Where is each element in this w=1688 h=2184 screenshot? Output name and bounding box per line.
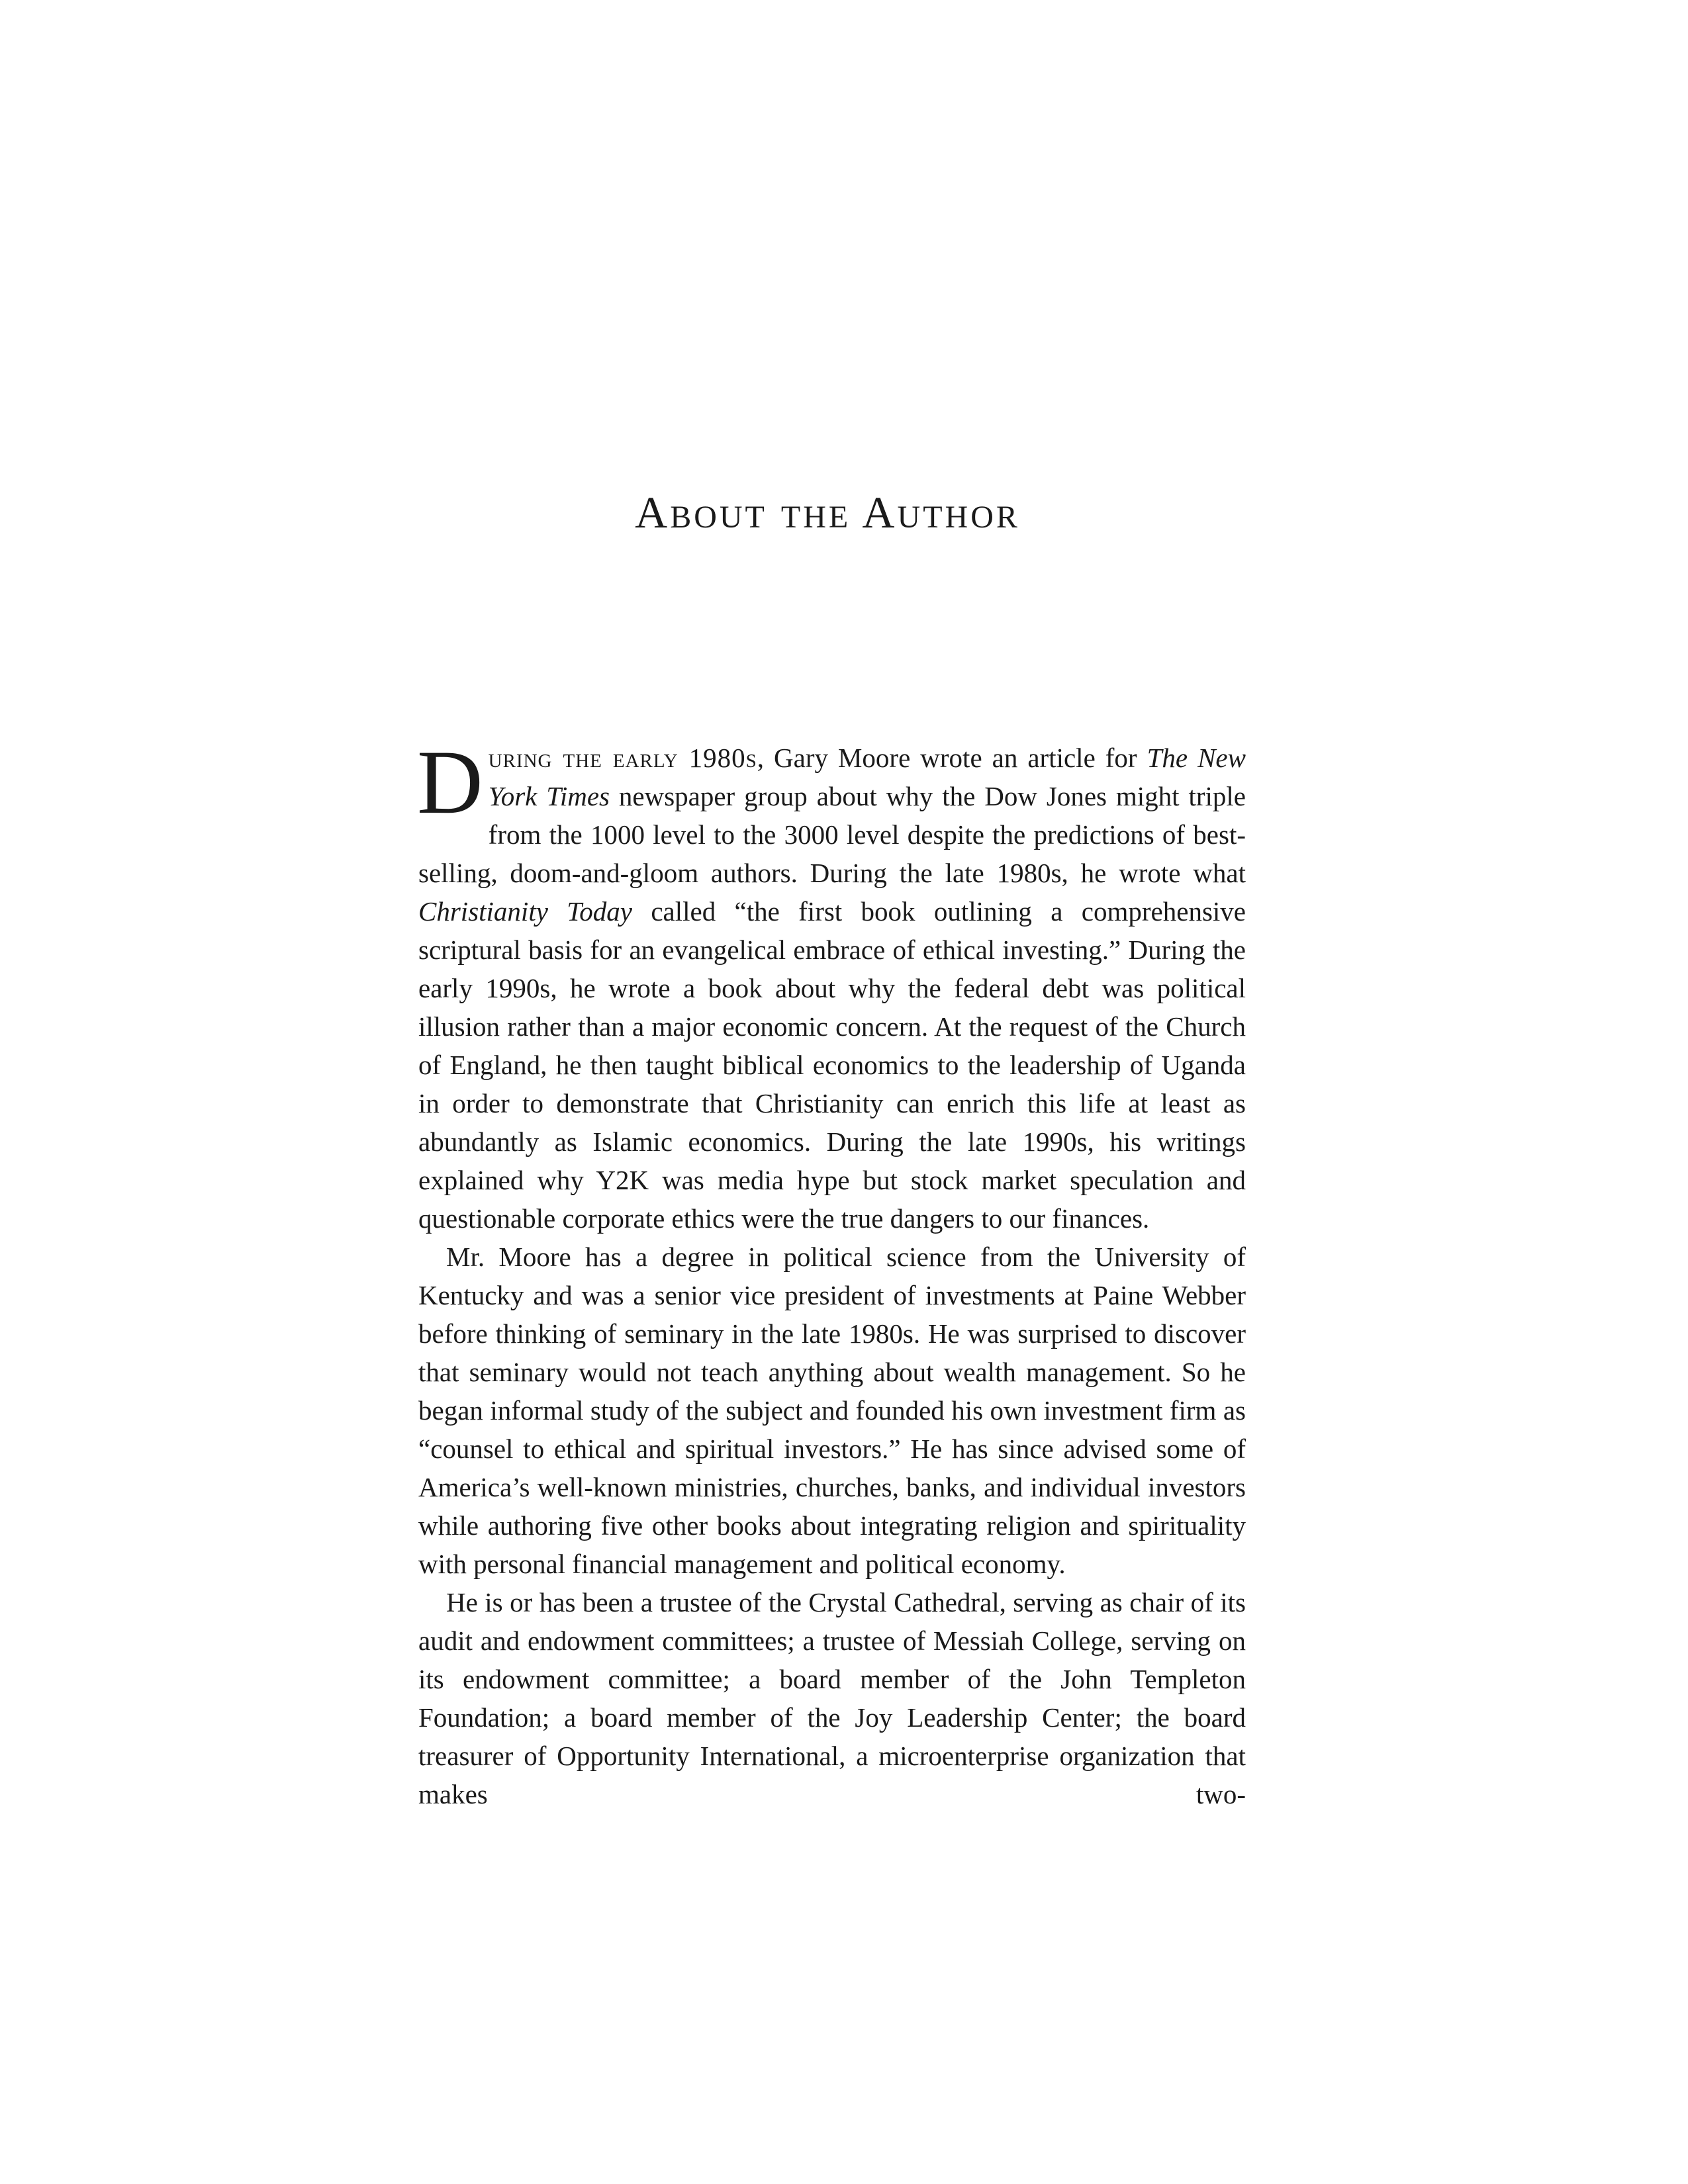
- paragraph-1-text-b: newspaper group about why the Dow Jones might triple from the 1000 level to the 3000 level despite the predictions of best-selling, doom-and-gloom authors. During the late 1980s, he wrote what: [418, 781, 1246, 888]
- paragraph-2: Mr. Moore has a degree in political science from the University of Kentucky and was a senior vice president of investments at Paine Webber before thinking of seminary in the late 1980s. He was surprised to discover that seminary would not teach anything about wealth management. So he began informal study of the subject and founded his own investment firm as “counsel to ethical and spiritual investors.” He has since advised some of America’s well-known ministries, churches, banks, and individual investors while authoring five other books about integrating religion and spirituality with personal financial management and political economy.: [418, 1242, 1246, 1579]
- paragraph-1-text-c: called “the first book outlining a comprehensive scriptural basis for an evangelical embrace of ethical investing.” During the early 1990s, he wrote a book about why the federal debt was political illusion rather than a major economic concern. At the request of the Church of England, he then taught biblical economics to the leadership of Uganda in order to demonstrate that Christianity can enrich this life at least as abundantly as Islamic economics. During the late 1990s, his writings explained why Y2K was media hype but stock market speculation and questionable corporate ethics were the true dangers to our finances.: [418, 896, 1246, 1234]
- drop-cap: D: [417, 731, 483, 833]
- paragraph-1-text-a: , Gary Moore wrote an article for: [757, 743, 1147, 773]
- publication-title-christianity-today: Christianity Today: [418, 896, 632, 927]
- paragraph-1: [417, 731, 1246, 1238]
- body-text: [417, 731, 1246, 1813]
- publication-title-nyt: The New York Times: [488, 743, 1246, 811]
- paragraph-3: He is or has been a trustee of the Crystal Cathedral, serving as chair of its audit and endowment committees; a trustee of Messiah College, serving on its endowment committee; a board member of the John Templeton Foundation; a board member of the Joy Leadership Center; the board treasurer of Opportunity International, a microenterprise organization that makes two-: [418, 1587, 1246, 1809]
- page-title: About the Author: [635, 487, 1020, 537]
- lead-in-small-caps: uring the early 1980s: [488, 743, 757, 773]
